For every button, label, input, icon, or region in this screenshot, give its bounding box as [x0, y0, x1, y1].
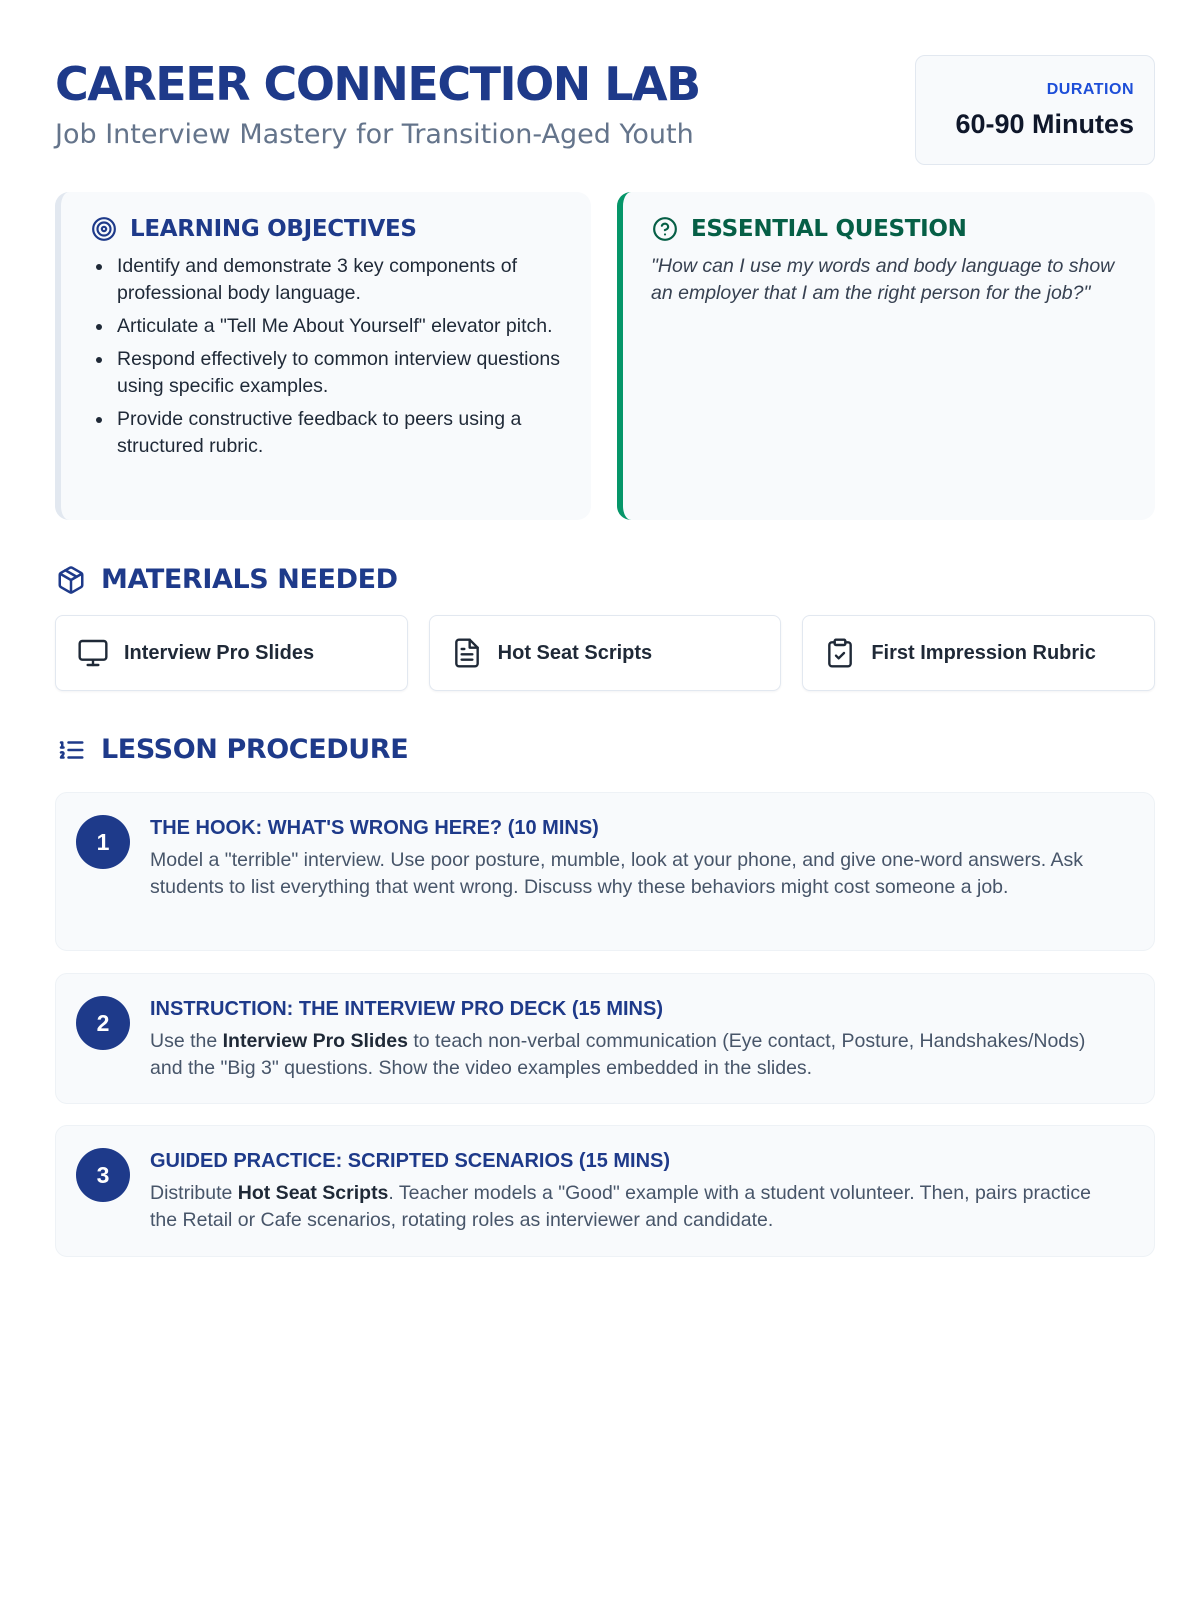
- essential-question-text: "How can I use my words and body language to show an employer that I am the right person for the job?": [651, 255, 1115, 304]
- step-number-badge: 3: [76, 1148, 130, 1202]
- step-title: INSTRUCTION: THE INTERVIEW PRO DECK (15 MINS): [150, 998, 663, 1020]
- box-icon: [55, 564, 87, 596]
- procedure-title: LESSON PROCEDURE: [101, 734, 409, 765]
- duration-label: DURATION: [1046, 81, 1134, 98]
- step-body: [150, 815, 1114, 901]
- step-text-highlight: Hot Seat Scripts: [237, 1182, 389, 1204]
- essential-question-card: [617, 192, 1155, 520]
- duration-box: [915, 55, 1155, 165]
- materials-heading: [55, 563, 398, 597]
- material-label: Interview Pro Slides: [124, 641, 315, 664]
- page-title: CAREER CONNECTION LAB: [55, 57, 700, 111]
- duration-value: 60-90 Minutes: [955, 109, 1134, 139]
- procedure-step: [55, 1125, 1155, 1257]
- procedure-step: [55, 792, 1155, 951]
- step-description: [150, 1028, 1114, 1082]
- objective-item: Articulate a "Tell Me About Yourself" elevator pitch.: [90, 313, 571, 340]
- essential-question-heading: [651, 214, 1129, 244]
- page-subtitle: Job Interview Mastery for Transition-Aged Youth: [55, 119, 694, 150]
- numbered-list-icon: [55, 734, 87, 766]
- material-label: First Impression Rubric: [871, 641, 1096, 664]
- procedure-heading: [55, 733, 408, 767]
- step-text-after: . Teacher models a "Good" example with a student volunteer. Then, pairs practice the Retail or Cafe scenarios, rotating roles as interviewer and candidate.: [150, 1182, 1091, 1231]
- step-number-badge: 2: [76, 996, 130, 1050]
- monitor-icon: [76, 636, 110, 670]
- step-body: [150, 1148, 1114, 1234]
- material-label: Hot Seat Scripts: [497, 641, 653, 664]
- page-header: [55, 55, 1155, 165]
- step-title: THE HOOK: WHAT'S WRONG HERE? (10 MINS): [150, 817, 599, 839]
- step-text-before: Distribute: [150, 1182, 238, 1204]
- step-number-badge: 1: [76, 815, 130, 869]
- objective-item: Provide constructive feedback to peers using a structured rubric.: [90, 406, 571, 460]
- material-interview-pro-slides[interactable]: [55, 615, 408, 691]
- essential-question-title: ESSENTIAL QUESTION: [691, 216, 967, 242]
- learning-objectives-card: [55, 192, 591, 520]
- document-icon: [450, 636, 484, 670]
- clipboard-check-icon: [823, 636, 857, 670]
- objective-item: Respond effectively to common interview questions using specific examples.: [90, 346, 571, 400]
- target-icon: [90, 215, 118, 243]
- learning-objectives-title: LEARNING OBJECTIVES: [130, 216, 417, 242]
- learning-objectives-heading: [90, 214, 571, 244]
- objective-item: Identify and demonstrate 3 key components of professional body language.: [90, 253, 571, 307]
- step-title: GUIDED PRACTICE: SCRIPTED SCENARIOS (15 MINS): [150, 1150, 671, 1172]
- step-description: [150, 1180, 1114, 1234]
- step-body: [150, 996, 1114, 1082]
- materials-list: [55, 615, 1155, 691]
- materials-title: MATERIALS NEEDED: [101, 564, 398, 595]
- step-description: Model a "terrible" interview. Use poor posture, mumble, look at your phone, and give one-word answers. Ask students to list everything that went wrong. Discuss why these behaviors might cost someone a job.: [150, 849, 1083, 898]
- step-text-before: Use the: [150, 1030, 223, 1052]
- step-text-highlight: Interview Pro Slides: [222, 1030, 408, 1052]
- procedure-step: [55, 973, 1155, 1104]
- material-first-impression-rubric[interactable]: [802, 615, 1155, 691]
- question-circle-icon: [651, 215, 679, 243]
- material-hot-seat-scripts[interactable]: [429, 615, 782, 691]
- objectives-list: [90, 253, 571, 460]
- step-text-after: to teach non-verbal communication (Eye contact, Posture, Handshakes/Nods) and the "Big 3" questions. Show the video examples embedded in the slides.: [150, 1030, 1086, 1079]
